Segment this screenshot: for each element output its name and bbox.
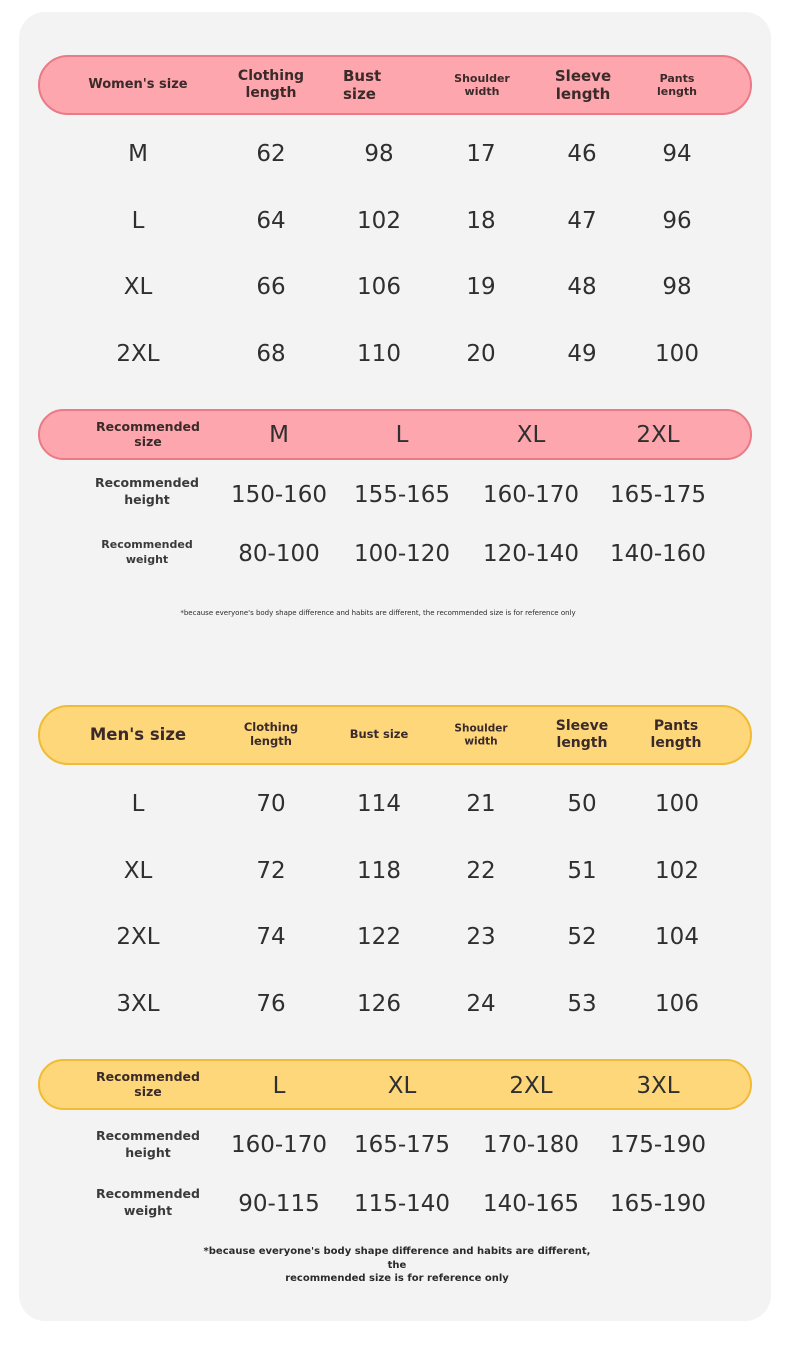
women-size-cell: 68 bbox=[256, 341, 286, 368]
women-size-cell: 49 bbox=[567, 341, 597, 368]
women-height-cell: 150-160 bbox=[230, 482, 328, 508]
men-height-cell: 160-170 bbox=[230, 1132, 328, 1158]
women-size-cell: 46 bbox=[567, 141, 597, 167]
men-size-cell: 102 bbox=[655, 857, 699, 884]
men-size-cell: 50 bbox=[567, 791, 597, 817]
men-header-sleeve-length: Sleeve length bbox=[555, 718, 609, 751]
men-header-shoulder-width: Shoulder width bbox=[454, 722, 508, 747]
women-recommended-weight-label: Recommended weight bbox=[101, 538, 193, 566]
men-weight-cell: 115-140 bbox=[353, 1191, 451, 1217]
women-header-size: Women's size bbox=[88, 77, 188, 93]
men-header-bust-size: Bust size bbox=[349, 727, 409, 742]
women-size-cell: 20 bbox=[466, 341, 496, 368]
men-size-cell: 114 bbox=[357, 791, 401, 817]
women-size-cell: 98 bbox=[364, 141, 394, 167]
men-weight-cell: 165-190 bbox=[609, 1191, 707, 1217]
men-height-cell: 175-190 bbox=[609, 1132, 707, 1158]
men-weight-cell: 90-115 bbox=[238, 1191, 320, 1217]
men-size-cell: 106 bbox=[655, 991, 699, 1018]
men-size-cell: 122 bbox=[357, 924, 401, 951]
women-weight-cell: 100-120 bbox=[353, 541, 451, 567]
women-size-cell: XL bbox=[123, 274, 153, 301]
women-recommended-height-label: Recommended height bbox=[95, 475, 199, 507]
women-size-cell: 48 bbox=[567, 274, 597, 301]
men-size-cell: 74 bbox=[256, 924, 286, 951]
men-size-cell: 24 bbox=[466, 991, 496, 1018]
men-size-cell: 118 bbox=[357, 857, 401, 884]
women-size-cell: 64 bbox=[256, 207, 286, 234]
women-recommended-size-cell: M bbox=[269, 422, 289, 448]
men-size-cell: 72 bbox=[256, 857, 286, 884]
women-size-cell: 106 bbox=[357, 274, 401, 301]
men-size-cell: 2XL bbox=[116, 924, 160, 951]
women-size-cell: 98 bbox=[662, 274, 692, 301]
men-reference-note-line1: *because everyone's body shape difference and habits are different, the bbox=[203, 1246, 591, 1271]
men-size-cell: 23 bbox=[466, 924, 496, 951]
women-recommended-size-label: Recommended size bbox=[96, 419, 200, 449]
men-size-cell: 52 bbox=[567, 924, 597, 951]
women-size-cell: 102 bbox=[357, 207, 401, 234]
women-header-sleeve-length: Sleeve length bbox=[554, 67, 612, 103]
women-size-cell: 18 bbox=[466, 207, 496, 234]
women-size-cell: 110 bbox=[357, 341, 401, 368]
men-size-cell: 76 bbox=[256, 991, 286, 1018]
men-size-cell: 53 bbox=[567, 991, 597, 1018]
women-recommended-size-cell: L bbox=[395, 422, 409, 448]
men-weight-cell: 140-165 bbox=[482, 1191, 580, 1217]
men-recommended-size-cell: 2XL bbox=[509, 1073, 553, 1099]
men-header-clothing-length: Clothing length bbox=[243, 720, 299, 748]
men-size-cell: 104 bbox=[655, 924, 699, 951]
women-size-cell: 94 bbox=[662, 141, 692, 167]
women-size-cell: 17 bbox=[466, 141, 496, 167]
women-size-cell: M bbox=[128, 141, 148, 167]
women-size-cell: 2XL bbox=[116, 341, 160, 368]
women-header-pants-length: Pants length bbox=[656, 71, 698, 98]
men-size-cell: 22 bbox=[466, 857, 496, 884]
men-header-size: Men's size bbox=[89, 725, 187, 745]
women-weight-cell: 80-100 bbox=[238, 541, 320, 567]
men-height-cell: 165-175 bbox=[353, 1132, 451, 1158]
men-recommended-weight-label: Recommended weight bbox=[96, 1186, 200, 1218]
women-size-cell: L bbox=[131, 207, 145, 234]
men-size-cell: 3XL bbox=[116, 991, 160, 1018]
women-header-shoulder-width: Shoulder width bbox=[454, 71, 510, 98]
women-size-cell: 96 bbox=[662, 207, 692, 234]
women-weight-cell: 120-140 bbox=[482, 541, 580, 567]
women-recommended-size-cell: 2XL bbox=[636, 422, 680, 448]
women-recommended-size-cell: XL bbox=[516, 422, 546, 448]
women-height-cell: 160-170 bbox=[482, 482, 580, 508]
men-reference-note-line2: recommended size is for reference only bbox=[285, 1273, 509, 1284]
men-size-cell: 126 bbox=[357, 991, 401, 1018]
women-size-cell: 100 bbox=[655, 341, 699, 368]
men-size-cell: 51 bbox=[567, 857, 597, 884]
women-size-cell: 47 bbox=[567, 207, 597, 234]
women-header-bust-size: Bust size bbox=[343, 67, 382, 103]
men-size-cell: L bbox=[131, 791, 145, 817]
women-height-cell: 165-175 bbox=[609, 482, 707, 508]
men-size-cell: 70 bbox=[256, 791, 286, 817]
men-recommended-size-cell: 3XL bbox=[636, 1073, 680, 1099]
women-size-cell: 62 bbox=[256, 141, 286, 167]
men-recommended-size-label: Recommended size bbox=[96, 1069, 200, 1099]
women-size-cell: 19 bbox=[466, 274, 496, 301]
men-height-cell: 170-180 bbox=[482, 1132, 580, 1158]
men-recommended-size-cell: XL bbox=[387, 1073, 417, 1099]
women-header-clothing-length: Clothing length bbox=[237, 68, 305, 101]
men-reference-note bbox=[201, 1245, 594, 1286]
women-size-cell: 66 bbox=[256, 274, 286, 301]
women-weight-cell: 140-160 bbox=[609, 541, 707, 567]
men-header-pants-length: Pants length bbox=[650, 718, 702, 751]
men-size-cell: 100 bbox=[655, 791, 699, 817]
men-size-cell: 21 bbox=[466, 791, 496, 817]
women-height-cell: 155-165 bbox=[353, 482, 451, 508]
men-size-cell: XL bbox=[123, 857, 153, 884]
men-recommended-size-cell: L bbox=[272, 1073, 286, 1099]
men-recommended-height-label: Recommended height bbox=[96, 1128, 200, 1160]
women-reference-note: *because everyone's body shape difference and habits are different, the recommended size is for reference only bbox=[180, 609, 576, 617]
